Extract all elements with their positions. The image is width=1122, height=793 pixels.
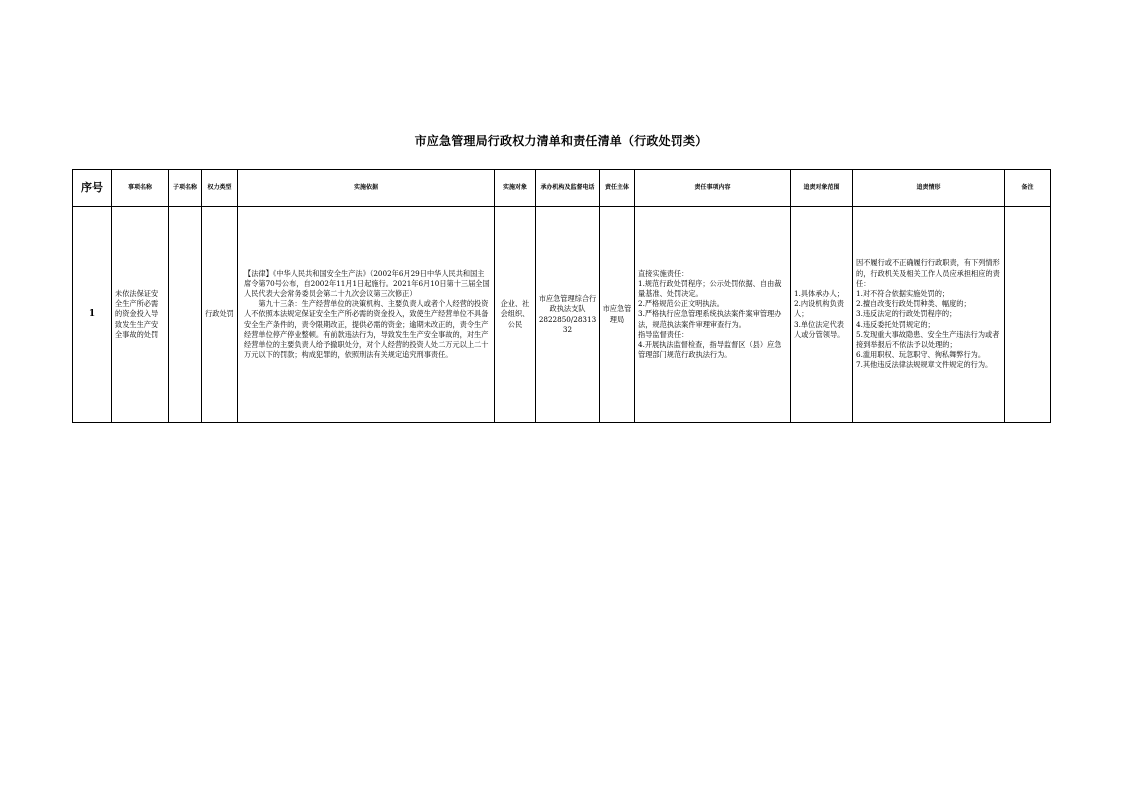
power-responsibility-table [72,169,1051,423]
duty-line: 直接实施责任： [638,268,689,278]
duty-line: 指导监督责任： [638,329,689,339]
basis-article: 第九十三条：生产经营单位的决策机构、主要负责人或者个人经营的投资人不依照本法规定保证安全生产所必需的资金投入，致使生产经营单位不具备安全生产条件的，责令限期改正，提供必需的资金；逾期未改正的，责令生产经营单位停产停业整顿。有前款违法行为，导致发生生产安全事故的，对生产经营单位的主要负责人给予撤职处分，对个人经营的投资人处二万元以上二十万元以下的罚款；构成犯罪的，依照刑法有关规定追究刑事责任。 [244,299,489,360]
row-subject: 市应急管理局 [600,207,635,423]
row-basis [238,207,495,423]
row-item-name: 未依法保证安全生产所必需的资金投入导致发生生产安全事故的处罚 [112,207,169,423]
header-remark: 备注 [1005,170,1051,207]
row-power-type: 行政处罚 [202,207,238,423]
cases-line: 因不履行或不正确履行行政职责，有下列情形的，行政机关及相关工作人员应承担相应的责任： [856,258,1000,288]
org-phone: 2822850/2831332 [538,314,597,334]
header-duty: 责任事项内容 [635,170,791,207]
header-power-type: 权力类型 [202,170,238,207]
table-header-row [73,170,1051,207]
duty-line: 1.规范行政处罚程序；公示处罚依据、自由裁量基准、处罚决定。 [638,278,782,298]
cases-line: 6.滥用职权、玩忽职守、徇私舞弊行为。 [856,350,986,360]
row-org-phone [536,207,600,423]
cases-line: 1.对不符合依据实施处罚的； [856,288,950,298]
scope-line: 3.单位法定代表人或分管领导。 [794,319,845,339]
header-subject: 责任主体 [600,170,635,207]
scope-line: 2.内设机构负责人； [794,299,844,319]
header-basis: 实施依据 [238,170,495,207]
duty-line: 4.开展执法监督检查，指导监督区（县）应急管理部门规范行政执法行为。 [638,340,782,360]
header-seq: 序号 [73,170,112,207]
cases-line: 3.违反法定的行政处罚程序的； [856,309,957,319]
header-org-phone: 承办机构及监督电话 [536,170,600,207]
header-item-name: 事项名称 [112,170,169,207]
basis-law: 【法律】《中华人民共和国安全生产法》（2002年6月29日中华人民共和国主席令第70号公布，自2002年11月1日起施行。2021年6月10日第十三届全国人民代表大会常务委员会第二十九次会议第三次修正） [244,268,490,298]
duty-line: 2.严格规范公正文明执法。 [638,299,724,309]
cases-line: 4.违反委托处罚规定的； [856,319,935,329]
header-target: 实施对象 [495,170,536,207]
document-title: 市应急管理局行政权力清单和责任清单（行政处罚类） [414,134,708,148]
duty-line: 3.严格执行应急管理系统执法案件案审管理办法，规范执法案件审理审查行为。 [638,309,782,329]
row-target: 企业、社会组织、公民 [495,207,536,423]
cases-line: 7.其他违反法律法规规章文件规定的行为。 [856,360,993,370]
header-sub-item: 子项名称 [169,170,202,207]
cases-line: 2.擅自改变行政处罚种类、幅度的； [856,299,971,309]
header-cases: 追责情形 [853,170,1005,207]
scope-line: 1.具体承办人； [794,288,844,298]
table-row [73,207,1051,423]
cases-line: 5.发现重大事故隐患、安全生产违法行为或者接到举报后不依法予以处理的； [856,329,1000,349]
row-scope [791,207,853,423]
row-duty [635,207,791,423]
org-name: 市应急管理综合行政执法支队 [538,294,597,314]
row-cases [853,207,1005,423]
row-remark [1005,207,1051,423]
row-sub-item [169,207,202,423]
row-seq: 1 [73,207,112,423]
header-scope: 追责对象范围 [791,170,853,207]
